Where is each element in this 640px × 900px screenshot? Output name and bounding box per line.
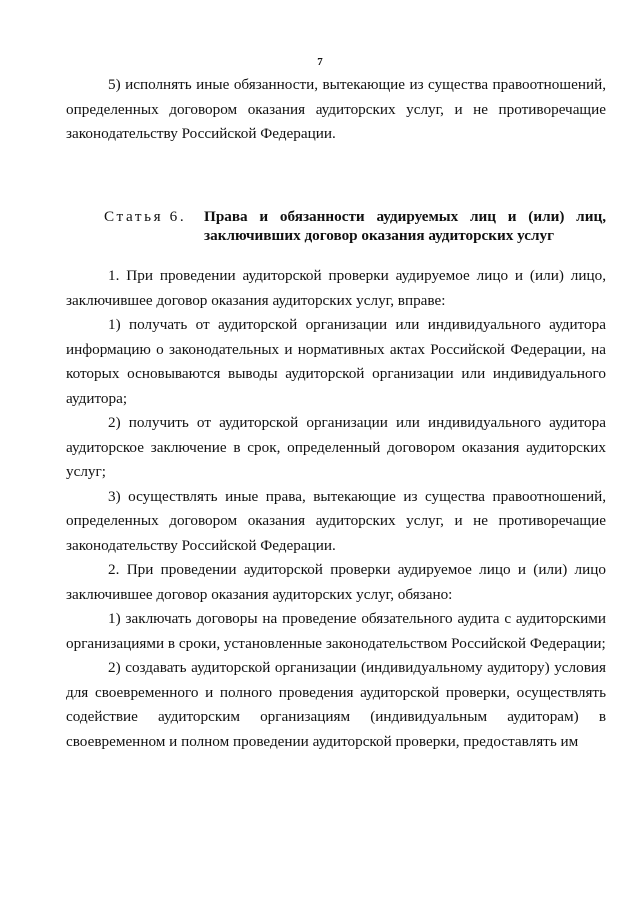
article-label: Статья 6.	[104, 208, 187, 225]
paragraph-right-3: 3) осуществлять иные права, вытекающие из существа правоотношений, определенных договором оказания аудиторских услуг, и не противоречащие законодательству Российской Федерации.	[66, 487, 606, 554]
continued-list-block	[66, 73, 606, 147]
paragraph-right-2: 2) получить от аудиторской организации или индивидуального аудитора аудиторское заключение в срок, определенный договором оказания аудиторских услуг;	[66, 414, 606, 480]
paragraph-duty-1: 1) заключать договоры на проведение обязательного аудита с аудиторскими организациями в сроки, установленные законодательством Российской Федерации;	[66, 610, 606, 652]
page-number: 7	[317, 56, 323, 68]
paragraph-duties-intro: 2. При проведении аудиторской проверки аудируемое лицо и (или) лицо заключившее договор оказания аудиторских услуг, обязано:	[66, 561, 606, 603]
article-body	[66, 264, 606, 754]
list-item-5: 5) исполнять иные обязанности, вытекающие из существа правоотношений, определенных договором оказания аудиторских услуг, и не противоречащие законодательству Российской Федерации.	[66, 76, 606, 142]
paragraph-right-1: 1) получать от аудиторской организации или индивидуального аудитора информацию о законодательных и нормативных актах Российской Федерации, на которых основываются выводы аудиторской организации или индивидуального аудитора;	[66, 316, 606, 407]
paragraph-duty-2: 2) создавать аудиторской организации (индивидуальному аудитору) условия для своевременного и полного проведения аудиторской проверки, осуществлять содействие аудиторским организациям (индивидуальным аудиторам) в своевременном и полном проведении аудиторской проверки, предоставлять им	[66, 659, 606, 750]
paragraph-rights-intro: 1. При проведении аудиторской проверки аудируемое лицо и (или) лицо, заключившее договор оказания аудиторских услуг, вправе:	[66, 267, 606, 309]
article-title: Права и обязанности аудируемых лиц и (или) лиц, заключивших договор оказания аудиторских услуг	[204, 208, 606, 244]
